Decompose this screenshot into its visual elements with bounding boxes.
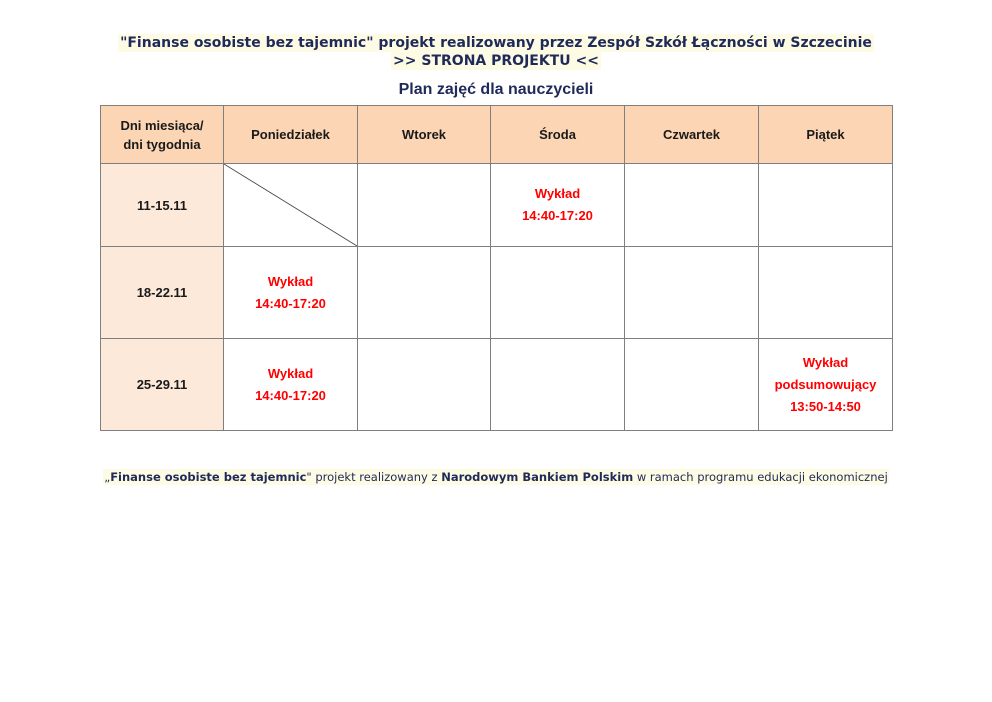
day-header-tuesday: Wtorek bbox=[358, 106, 491, 164]
day-header-friday: Piątek bbox=[759, 106, 893, 164]
event-subtitle: podsumowujący bbox=[774, 376, 877, 392]
event-title: Wykład bbox=[534, 186, 581, 201]
diagonal-line bbox=[224, 164, 357, 246]
project-title: "Finanse osobiste bez tajemnic" projekt realizowany przez Zespół Szkół Łączności w Szczecinie bbox=[120, 35, 872, 51]
schedule-cell bbox=[491, 247, 625, 339]
footer-text bbox=[103, 469, 889, 485]
day-header-wednesday: Środa bbox=[491, 106, 625, 164]
schedule-cell bbox=[759, 164, 893, 247]
row-date-range: 11-15.11 bbox=[101, 164, 224, 247]
schedule-cell bbox=[625, 164, 759, 247]
page-footer bbox=[0, 466, 992, 485]
schedule-cell bbox=[759, 247, 893, 339]
row-date-range: 25-29.11 bbox=[101, 339, 224, 431]
schedule-cell bbox=[625, 247, 759, 339]
table-row bbox=[101, 247, 893, 339]
event-time: 14:40-17:20 bbox=[255, 295, 326, 311]
schedule-cell bbox=[625, 339, 759, 431]
event-title: Wykład bbox=[267, 273, 314, 289]
table-row bbox=[101, 164, 893, 247]
event-time: 14:40-17:20 bbox=[255, 387, 326, 403]
schedule-cell bbox=[224, 247, 358, 339]
corner-header-line: dni tygodnia bbox=[123, 136, 201, 152]
table-header-row bbox=[101, 106, 893, 164]
event-title: Wykład bbox=[802, 354, 849, 370]
day-header-thursday: Czwartek bbox=[625, 106, 759, 164]
table-row bbox=[101, 339, 893, 431]
footer-end-text: w ramach programu edukacji ekonomicznej bbox=[633, 470, 888, 484]
project-page-link[interactable]: >> STRONA PROJEKTU << bbox=[393, 53, 599, 69]
footer-open-quote: „ bbox=[104, 470, 111, 484]
schedule-cell bbox=[491, 339, 625, 431]
schedule-cell bbox=[491, 164, 625, 247]
schedule-table bbox=[100, 105, 893, 431]
corner-header bbox=[101, 106, 224, 164]
schedule-cell bbox=[358, 339, 491, 431]
schedule-cell bbox=[224, 339, 358, 431]
corner-header-line: Dni miesiąca/ bbox=[120, 117, 204, 133]
footer-bank-name: Narodowym Bankiem Polskim bbox=[441, 470, 634, 484]
footer-middle-text: " projekt realizowany z bbox=[306, 470, 442, 484]
event-title: Wykład bbox=[267, 365, 314, 381]
schedule-cell bbox=[759, 339, 893, 431]
footer-project-name: Finanse osobiste bez tajemnic bbox=[110, 470, 307, 484]
day-header-monday: Poniedziałek bbox=[224, 106, 358, 164]
crossed-out-cell bbox=[224, 164, 358, 247]
event-time: 13:50-14:50 bbox=[790, 398, 861, 414]
schedule-cell bbox=[358, 247, 491, 339]
event-time: 14:40-17:20 bbox=[522, 208, 593, 223]
row-date-range: 18-22.11 bbox=[101, 247, 224, 339]
plan-title: Plan zajęć dla nauczycieli bbox=[398, 81, 594, 98]
page-header bbox=[0, 34, 992, 70]
schedule-cell bbox=[358, 164, 491, 247]
